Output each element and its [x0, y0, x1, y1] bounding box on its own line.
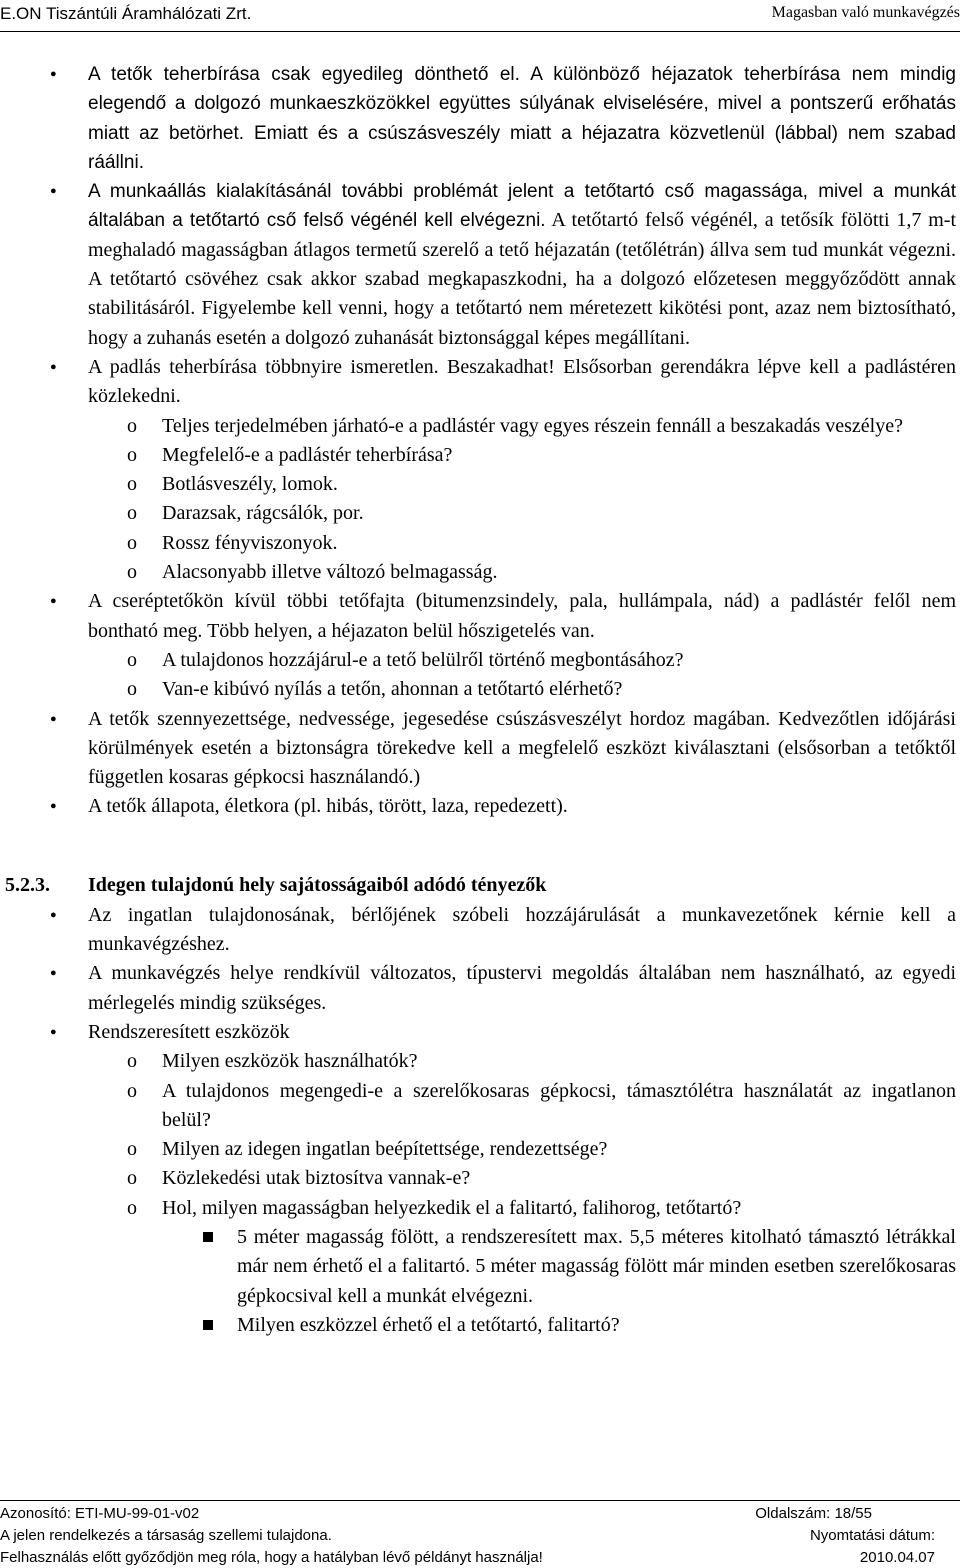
bullet-text: A tetők teherbírása csak egyedileg dönthető el. A különböző héjazatok teherbírása nem mindig elegendő a dolgozó munkaeszközökkel együttes súlyának elviselésére, mivel a pontszerű erőhatás miatt az betörhet. Emiatt és a csúszásveszély miatt a héjazatra közvetlenül (lábbal) nem szabad ráállni.: [88, 64, 956, 173]
document-body: [0, 60, 960, 1340]
sub-bullet-item: [0, 675, 956, 704]
footer-print-date-label: Nyomtatási dátum:: [809, 1527, 935, 1544]
footer-warning: Felhasználás előtt győződjön meg róla, hogy a hatályban lévő példányt használja!: [0, 1549, 543, 1566]
bullet-item: [0, 792, 956, 821]
bullet-text: A tetők szennyezettsége, nedvessége, jegesedése csúszásveszélyt hordoz magában. Kedvezőtlen időjárási körülmények esetén a biztonságra törekedve kell a megfelelő eszközt kiválasztani (elsősorban a tetőktől független kosaras gépkocsi használandó.): [88, 707, 956, 789]
footer-page-number: Oldalszám: 18/55: [755, 1505, 872, 1522]
bullet-text: Rossz fényviszonyok.: [162, 531, 338, 554]
sub-bullet-item: [0, 499, 956, 528]
bullet-text: A cseréptetőkön kívül többi tetőfajta (bitumenzsindely, pala, hullámpala, nád) a padlástér felől nem bontható meg. Több helyen, a héjazaton belül hőszigetelés van.: [88, 590, 956, 642]
bullet-text: Megfelelő-e a padlástér teherbírása?: [162, 443, 453, 466]
bullet-text: A padlás teherbírása többnyire ismeretlen. Beszakadhat! Elsősorban gerendákra lépve kell a padlástéren közlekedni.: [88, 355, 956, 408]
bullet-text: Darazsak, rágcsálók, por.: [162, 502, 364, 525]
section-number: 5.2.3.: [5, 873, 50, 896]
sub-bullet-item: [0, 1194, 956, 1223]
sub-bullet-item: [0, 558, 956, 587]
bullet-item: [0, 705, 956, 793]
footer-print-date: 2010.04.07: [859, 1549, 935, 1566]
bullet-text: Milyen eszközök használhatók?: [162, 1050, 418, 1073]
bullet-text: Milyen eszközzel érhető el a tetőtartó, falitartó?: [237, 1313, 620, 1336]
bullet-text: A tulajdonos hozzájárul-e a tető belülről történő megbontásához?: [162, 648, 684, 671]
sub-bullet-item: [0, 1164, 956, 1193]
bullet-item: [0, 1018, 956, 1047]
sub-bullet-item: [0, 441, 956, 470]
bullet-text-continued: A tetőtartó felső végénél, a tetősík fölötti 1,7 m-t meghaladó magasságban átlagos termetű szerelő a tető héjazatán (tetőlétrán) állva sem tud munkát végezni. A tetőtartó csövéhez csak akkor szabad megkapaszkodni, ha a dolgozó előzetesen meggyőződött annak stabilitásáról. Figyelembe kell venni, hogy a tetőtartó nem méretezett kikötési pont, azaz nem biztosítható, hogy a zuhanás esetén a dolgozó zuhanását biztonsággal képes megállítani.: [88, 209, 956, 349]
bullet-text: Alacsonyabb illetve változó belmagasság.: [162, 561, 498, 584]
bullet-item: [0, 959, 956, 1018]
sub-bullet-item: [0, 646, 956, 675]
bullet-text: 5 méter magasság fölött, a rendszeresített max. 5,5 méteres kitolható támasztó létrákkal már nem érhető el a falitartó. 5 méter magasság fölött már minden esetben szerelőkosaras gépkocsival kell a munkát elvégezni.: [237, 1225, 956, 1307]
sub-bullet-item: [0, 1077, 956, 1136]
section-heading: [0, 871, 960, 901]
header-company: E.ON Tiszántúli Áramhálózati Zrt.: [0, 4, 252, 23]
bullet-text: A munkavégzés helye rendkívül változatos, típustervi megoldás általában nem használható, az egyedi mérlegelés mindig szükséges.: [88, 962, 956, 1014]
bullet-text: Botlásveszély, lomok.: [162, 473, 338, 496]
sub-bullet-item: [0, 1047, 956, 1076]
sub-bullet-item: [0, 529, 956, 558]
bullet-text: Közlekedési utak biztosítva vannak-e?: [162, 1167, 471, 1190]
sub-bullet-item: [0, 412, 956, 441]
bullet-item: [0, 60, 956, 177]
bullet-text: Van-e kibúvó nyílás a tetőn, ahonnan a tetőtartó elérhető?: [162, 678, 623, 701]
bullet-item: [0, 353, 956, 412]
footer-document-id: Azonosító: ETI-MU-99-01-v02: [0, 1505, 200, 1522]
square-bullet-item: [0, 1311, 956, 1340]
sub-bullet-item: [0, 1135, 956, 1164]
bullet-text: Rendszeresített eszközök: [88, 1020, 290, 1043]
page-header: [0, 4, 960, 30]
header-divider: [0, 31, 960, 32]
bullet-text: A tulajdonos megengedi-e a szerelőkosaras gépkocsi, támasztólétra használatát az ingatlanon belül?: [162, 1079, 956, 1131]
bullet-item: [0, 177, 956, 353]
footer-ownership: A jelen rendelkezés a társaság szellemi tulajdona.: [0, 1527, 332, 1544]
bullet-text: A tetők állapota, életkora (pl. hibás, törött, laza, repedezett).: [88, 795, 568, 818]
section-title: Idegen tulajdonú hely sajátosságaiból adódó tényezők: [88, 873, 547, 896]
bullet-text: Teljes terjedelmében járható-e a padlástér vagy egyes részein fennáll a beszakadás veszélye?: [162, 414, 903, 437]
bullet-text: Az ingatlan tulajdonosának, bérlőjének szóbeli hozzájárulását a munkavezetőnek kérnie kell a munkavégzéshez.: [88, 903, 956, 956]
footer-divider: [0, 1500, 960, 1501]
bullet-text: A munkaállás kialakításánál további problémát jelent a tetőtartó cső magassága, mivel a munkát általában a tetőtartó cső felső végénél kell elvégezni.: [88, 181, 956, 232]
bullet-text: Milyen az idegen ingatlan beépítettsége, rendezettsége?: [162, 1138, 608, 1161]
sub-bullet-item: [0, 470, 956, 499]
square-bullet-item: [0, 1223, 956, 1311]
bullet-item: [0, 587, 956, 646]
header-document-title: Magasban való munkavégzés: [771, 4, 960, 21]
bullet-text: Hol, milyen magasságban helyezkedik el a falitartó, falihorog, tetőtartó?: [162, 1196, 742, 1219]
bullet-item: [0, 901, 956, 960]
